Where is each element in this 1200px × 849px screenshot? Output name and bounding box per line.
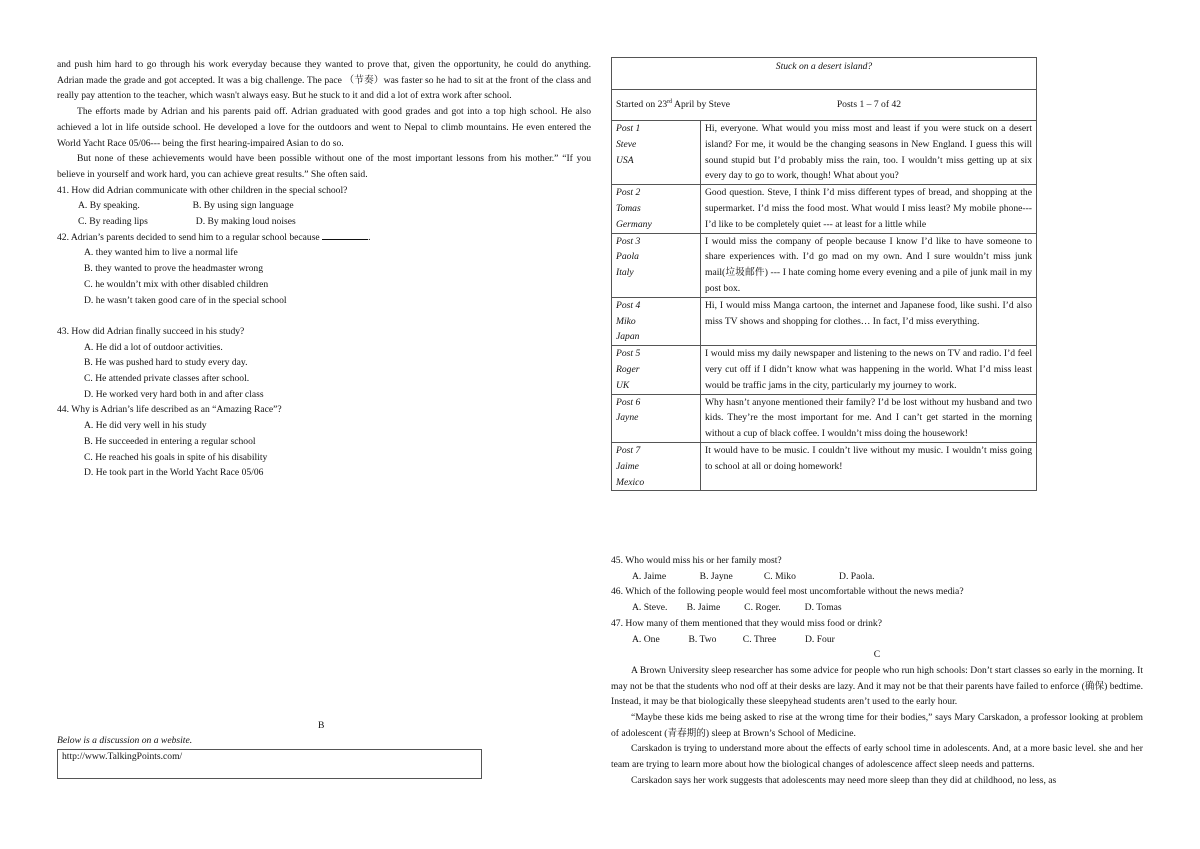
right-column [611, 553, 1143, 789]
question-text: 47. How many of them mentioned that they would miss food or drink? [611, 617, 882, 629]
question-options: A. One B. Two C. Three D. Four [632, 633, 835, 645]
forum-table [611, 57, 1037, 491]
discussion-intro: Below is a discussion on a website. [57, 735, 193, 746]
post-number: Post 3 [616, 235, 641, 247]
url-box [57, 749, 482, 779]
question-text: 43. How did Adrian finally succeed in his study? [57, 325, 245, 337]
option-a: A. He did a lot of outdoor activities. [84, 341, 223, 353]
question-42 [57, 230, 591, 309]
date-suffix: rd [667, 98, 673, 105]
option-a: A. He did very well in his study [84, 420, 207, 432]
author-name: Roger [616, 363, 640, 375]
post-author [612, 394, 701, 442]
post-author [612, 346, 701, 394]
section-heading-c: C [873, 649, 881, 661]
post-message: Hi, I would miss Manga cartoon, the internet and Japanese food, like sushi. I’d also miss TV shows and shopping for clothes… In fact, I’d miss everything. [701, 297, 1037, 345]
post-message: Good question. Steve, I think I’d miss different types of bread, and shopping at the supermarket. I’d miss the food most. What would I miss least? My mobile phone---I’d like to be completely quiet --- at least for a little while [701, 185, 1037, 233]
author-name: Steve [616, 138, 637, 150]
question-44 [57, 402, 591, 481]
post-author [612, 121, 701, 185]
posts-range: Posts 1 – 7 of 42 [836, 99, 902, 111]
forum-post [612, 346, 1037, 394]
forum-title: Stuck on a desert island? [612, 58, 1037, 90]
author-name: Paola [616, 251, 639, 263]
forum-post [612, 394, 1037, 442]
post-number: Post 7 [616, 444, 641, 456]
post-message: Why hasn’t anyone mentioned their family? I’d be lost without my husband and two kids. They’re the most important for me. And I can’t get started in the morning without a cup of black coffee. I wouldn’t miss doing the housework! [701, 394, 1037, 442]
option-d: D. He worked very hard both in and after class [84, 388, 264, 400]
post-number: Post 6 [616, 396, 641, 408]
forum-title-row [612, 58, 1037, 90]
post-message: Hi, everyone. What would you miss most and least if you were stuck on a desert island? For me, it would be the changing seasons in New England. I guess this will sound stupid but I’d probably miss the rain, too. I wouldn’t miss getting up at six every day to go to work, though! What about you? [701, 121, 1037, 185]
question-stem: 42. Adrian’s parents decided to send him to a regular school because [57, 231, 320, 243]
question-47 [611, 616, 1143, 647]
post-number: Post 4 [616, 299, 641, 311]
option-c: C. He attended private classes after school. [84, 373, 250, 385]
post-message: I would miss my daily newspaper and listening to the news on TV and radio. I’d feel very cut off if I didn’t know what was happening in the world. What I’d miss least would be traffic jams in the city, particularly my journey to work. [701, 346, 1037, 394]
passage-paragraph: But none of these achievements would have been possible without one of the most important lessons from his mother.” “If you believe in yourself and work hard, you can achieve great results.” She often said. [57, 153, 591, 180]
author-country: UK [616, 379, 630, 391]
option-b: B. He was pushed hard to study every day. [84, 357, 248, 369]
author-name: Jayne [616, 412, 639, 424]
option-a: A. they wanted him to live a normal life [84, 247, 238, 259]
passage-paragraph: and push him hard to go through his work everyday because they wanted to prove that, given the opportunity, he could do anything. Adrian made the grade and got accepted. It was a big challenge. The pace （节奏）was faster so he had to sit at the front of the class and really pay attention to the teacher, which wasn't always easy. But he stuck to it and did a lot of extra work after school. [57, 59, 591, 102]
option-c: C. He reached his goals in spite of his disability [84, 451, 268, 463]
question-text: 44. Why is Adrian’s life described as an “Amazing Race”? [57, 404, 282, 416]
passage-paragraph: “Maybe these kids me being asked to rise at the wrong time for their bodies,” says Mary Carskadon, a professor looking at problem of adolescent (青春期的) sleep at Brown’s School of Medicine. [611, 712, 1143, 739]
post-author [612, 185, 701, 233]
option-b: B. they wanted to prove the headmaster wrong [84, 263, 264, 275]
post-message: It would have to be music. I couldn’t live without my music. I wouldn’t miss going to school at all or doing homework! [701, 442, 1037, 490]
post-author [612, 442, 701, 490]
question-43 [57, 324, 591, 403]
post-number: Post 1 [616, 123, 641, 134]
spacer [57, 308, 591, 324]
question-46 [611, 584, 1143, 615]
question-text: 41. How did Adrian communicate with other children in the special school? [57, 184, 348, 196]
question-41 [57, 183, 591, 230]
author-country: Germany [616, 218, 652, 230]
author-name: Tomas [616, 202, 641, 214]
question-options: A. Jaime B. Jayne C. Miko D. Paola. [632, 570, 875, 582]
question-text: 46. Which of the following people would feel most uncomfortable without the news media? [611, 586, 964, 598]
post-message: I would miss the company of people because I know I’d like to have someone to share experiences with. I’d go mad on my own. And I sure wouldn’t miss junk mail(垃圾邮件) --- I hate coming home every evening and a pile of junk mail in my post box. [701, 233, 1037, 297]
author-name: Jaime [616, 460, 639, 472]
forum-post [612, 297, 1037, 345]
answer-blank [322, 231, 368, 240]
started-text: Started on 23 [616, 99, 668, 111]
author-name: Miko [616, 315, 636, 327]
passage-paragraph: Carskadon says her work suggests that adolescents may need more sleep than they did at childhood, no less, as [631, 774, 1057, 786]
forum-post [612, 442, 1037, 490]
question-stem-end: . [368, 231, 371, 243]
question-options: A. By speaking. B. By using sign language [78, 200, 294, 212]
passage-paragraph: Carskadon is trying to understand more about the effects of early school time in adolescents. And, at a more basic level. she and her team are trying to learn more about how the biological changes of adolescence affect sleep needs and patterns. [611, 743, 1143, 771]
question-45 [611, 553, 1143, 584]
option-c: C. he wouldn’t mix with other disabled children [84, 278, 269, 290]
option-b: B. He succeeded in entering a regular school [84, 435, 256, 447]
passage-paragraph: A Brown University sleep researcher has some advice for people who run high schools: Don’t start classes so early in the morning. It may not be that the students who nod off at their desks are lazy. And it may not be that their parents have failed to enforce (确保) bedtime. Instead, it may be that biologically these sleepyhead students aren’t used to the early hour. [611, 664, 1143, 708]
forum-post [612, 233, 1037, 297]
post-number: Post 5 [616, 348, 641, 360]
option-d: D. He took part in the World Yacht Race 05/06 [84, 467, 264, 479]
passage-paragraph: The efforts made by Adrian and his parents paid off. Adrian graduated with good grades and got into a top high school. He also achieved a lot in life outside school. He developed a love for the outdoors and went to Nepal to climb mountains. He even entered the World Yacht Race 05/06--- being the first hearing-impaired Asian to do so. [57, 106, 591, 149]
author-country: Italy [616, 267, 634, 279]
forum-post [612, 185, 1037, 233]
section-heading-b: B [318, 720, 325, 731]
forum-meta-row [612, 90, 1037, 121]
started-info [616, 99, 730, 110]
question-text: 45. Who would miss his or her family most? [611, 555, 782, 566]
option-d: D. he wasn’t taken good care of in the special school [84, 294, 287, 306]
post-author [612, 297, 701, 345]
question-text [57, 230, 591, 246]
left-column [57, 57, 591, 481]
question-options: C. By reading lips D. By making loud noises [78, 216, 296, 228]
forum-post [612, 121, 1037, 185]
author-country: Mexico [616, 476, 645, 488]
website-url: http://www.TalkingPoints.com/ [62, 751, 183, 762]
author-country: Japan [616, 331, 640, 343]
author-country: USA [616, 154, 634, 166]
post-author [612, 233, 701, 297]
post-number: Post 2 [616, 187, 641, 199]
forum-meta [612, 90, 1037, 121]
question-options: A. Steve. B. Jaime C. Roger. D. Tomas [632, 602, 842, 614]
started-by: April by Steve [672, 99, 730, 111]
